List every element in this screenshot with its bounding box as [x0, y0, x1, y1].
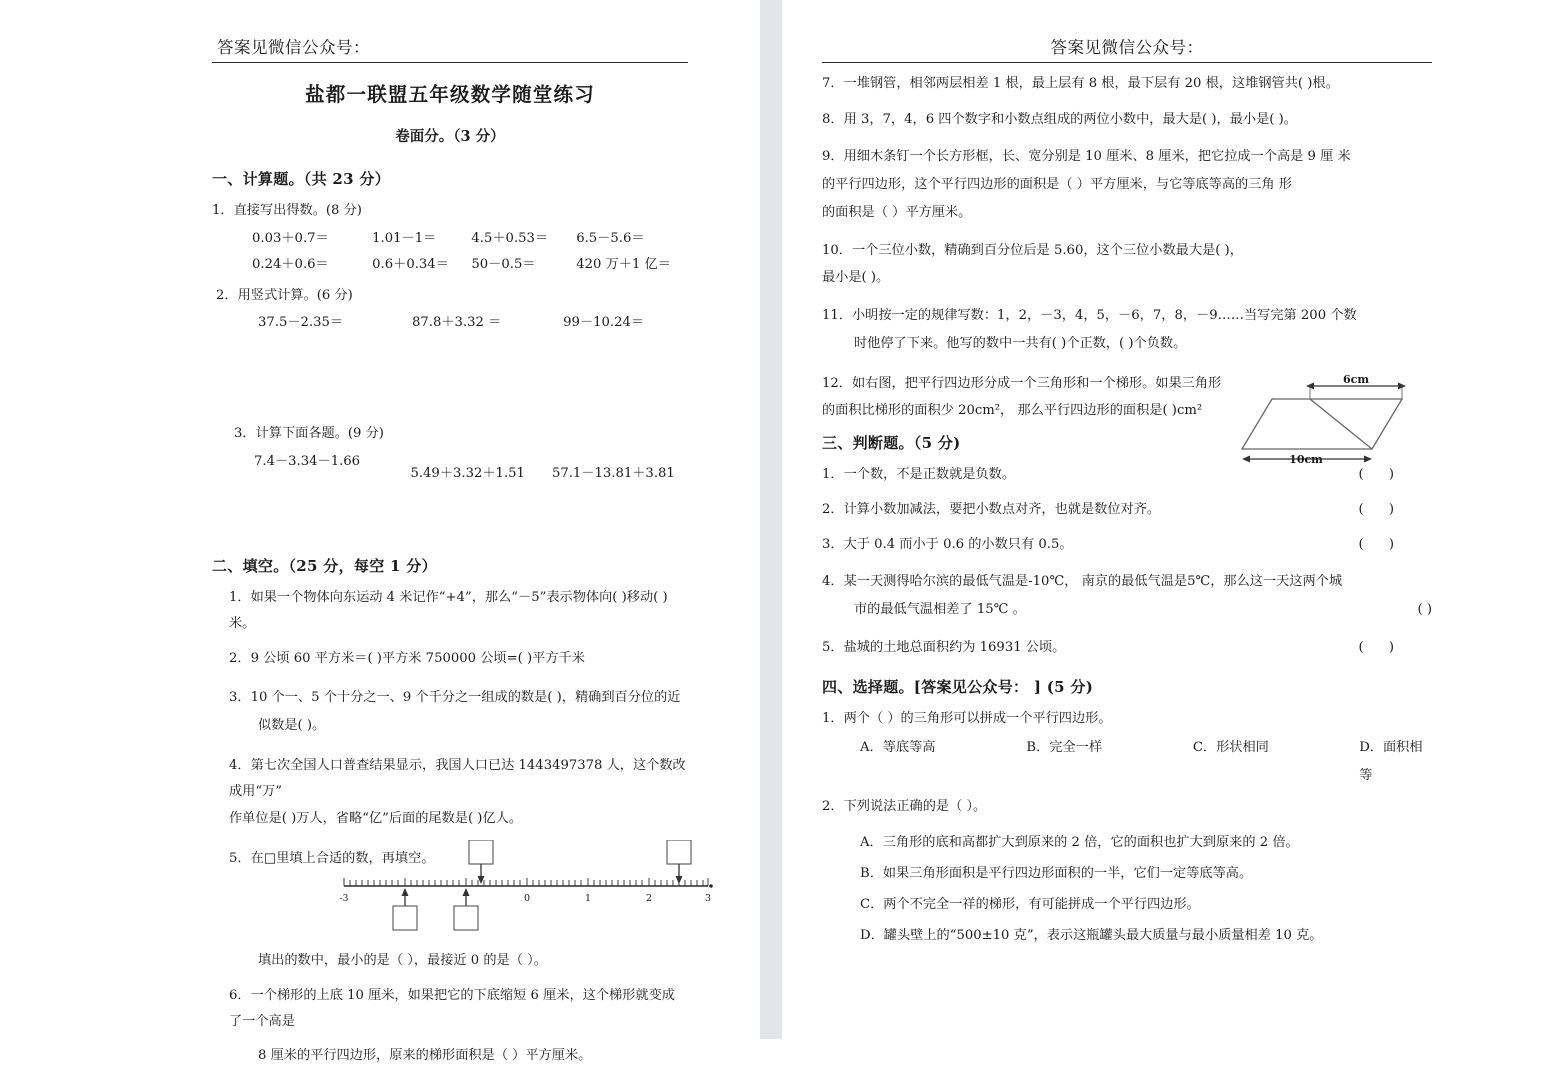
expr: 7.4－3.34－1.66	[254, 453, 361, 469]
item-text: 用细木条钉一个长方形框，长、宽分别是 10 厘米、8 厘米，把它拉成一个高是 9 厘 米	[843, 149, 1351, 165]
mc-item-1: 1．两个（ ）的三角形可以拼成一个平行四边形。	[822, 711, 1112, 727]
page-title: 盐都一联盟五年级数学随堂练习	[305, 83, 595, 106]
parallelogram-svg	[1232, 371, 1422, 471]
figure-top-label: 6cm	[1343, 372, 1369, 386]
choice-b[interactable]: B．完全一样	[1026, 740, 1103, 756]
tf-item-5	[822, 635, 1432, 661]
page-left	[0, 0, 760, 1063]
fill-item-11-line2: 时他停了下来。他写的数中一共有( )个正数，( )个负数。	[854, 335, 1187, 351]
tf-answer-paren[interactable]: ( )	[1358, 536, 1394, 552]
q1-row-2	[212, 252, 688, 278]
expr: 1.01－1＝	[372, 230, 437, 246]
tf-item-4	[822, 569, 1432, 595]
choice-d[interactable]: D．面积相等	[1359, 740, 1423, 783]
expr: 6.5－5.6＝	[576, 230, 645, 246]
fill-item-6-line2: 8 厘米的平行四边形，原来的梯形面积是（ ）平方厘米。	[258, 1047, 592, 1063]
q3-row	[212, 449, 688, 487]
q2-row	[212, 310, 688, 336]
tf-text: 1．一个数，不是正数就是负数。	[822, 467, 1016, 483]
answer-box-below-2	[454, 906, 478, 930]
fill-item-10-line2: 最小是( )。	[822, 270, 890, 286]
tf-text: 2．计算小数加减法，要把小数点对齐，也就是数位对齐。	[822, 501, 1161, 517]
fill-item-12	[822, 371, 1252, 397]
q5-followup: 填出的数中，最小的是（ ），最接近 0 的是（ ）。	[258, 952, 547, 968]
fill-item-10	[822, 238, 1432, 264]
wechat-note-left: 答案见微信公众号：	[217, 38, 370, 57]
item-text: 在□里填上合适的数，再填空。	[250, 850, 435, 866]
item-text: 用 3，7，4，6 四个数字和小数点组成的两位小数中，最大是( )，最小是( )。	[843, 111, 1297, 127]
expr: 420 万＋1 亿＝	[576, 257, 671, 273]
expr: 50－0.5＝	[471, 257, 536, 273]
fill-item-11	[822, 303, 1432, 329]
item-text: 9 公顷 60 平方米＝( )平方米 750000 公顷=( )平方千米	[250, 650, 585, 666]
fill-item-1	[212, 585, 688, 636]
fill-item-3	[212, 685, 688, 711]
item-number: 10．	[822, 242, 852, 258]
expr: 57.1－13.81＋3.81	[551, 465, 675, 481]
fill-item-8	[822, 107, 1432, 133]
item-text: 一个三位小数，精确到百分位后是 5.60，这个三位小数最大是( )，	[851, 242, 1243, 258]
fill-item-9	[822, 144, 1432, 170]
tf-answer-paren[interactable]: ( )	[1358, 501, 1394, 517]
mc-item-2-option-c[interactable]: C．两个不完全一祥的梯形，有可能拼成一个平行四边形。	[860, 897, 1200, 913]
expr: 0.24＋0.6＝	[252, 257, 329, 273]
mc-item-2: 2．下列说法正确的是（ ）。	[822, 798, 987, 814]
fill-item-7	[822, 71, 1432, 97]
item-text: 10 个一、5 个十分之一、9 个千分之一组成的数是( )，精确到百分位的近	[250, 690, 681, 706]
tf-item-4-line2	[822, 597, 1432, 623]
expr: 4.5＋0.53＝	[471, 230, 549, 246]
q1-row-1	[212, 226, 688, 252]
tick-label: 3	[704, 892, 712, 904]
page-divider	[760, 0, 782, 1039]
tf-answer-paren[interactable]: ( )	[1358, 639, 1394, 655]
expr: 5.49＋3.32＋1.51	[410, 465, 525, 481]
item-number: 9．	[822, 149, 844, 165]
q2-label: 2．用竖式计算。(6 分)	[216, 287, 353, 303]
q1-label: 1．直接写出得数。(8 分)	[212, 203, 362, 218]
item-number: 3．	[229, 690, 251, 706]
fill-item-2	[212, 646, 688, 672]
mc-item-2-option-b[interactable]: B．如果三角形面积是平行四边形面积的一半，它们一定等底等高。	[860, 866, 1253, 882]
item-number: 7．	[822, 76, 844, 91]
tf-answer-paren[interactable]: ( )	[1358, 467, 1394, 483]
item-number: 12．	[822, 375, 852, 391]
section-heading-2: 二、填空。（25 分，每空 1 分）	[212, 557, 437, 576]
q2-check-label-1	[212, 337, 786, 356]
mc-item-1-choices	[822, 734, 1432, 789]
answer-box-below-1	[393, 906, 417, 930]
item-number: 2．	[229, 650, 251, 666]
choice-a[interactable]: A．等底等高	[860, 740, 936, 756]
tick-label: 1	[584, 892, 592, 904]
figure-bottom-label: 10cm	[1289, 452, 1323, 466]
parallelogram-figure	[1232, 371, 1422, 475]
mc-item-2-option-a[interactable]: A．三角形的底和高都扩大到原来的 2 倍，它的面积也扩大到原来的 2 倍。	[860, 835, 1299, 851]
fill-item-4	[212, 753, 688, 804]
item-number: 4．	[822, 574, 844, 590]
item-number: 8．	[822, 111, 844, 127]
item-text: 第七次全国人口普查结果显示，我国人口已达 1443497378 人，这个数改成用“万”	[229, 757, 686, 799]
wechat-note-right: 答案见微信公众号：	[1050, 38, 1204, 57]
expr: 87.8＋3.32 ＝	[411, 315, 502, 331]
fill-item-6	[212, 983, 688, 1034]
item-number: 6．	[229, 988, 251, 1004]
expr: 37.5－2.35＝	[258, 315, 344, 331]
expr: 99－10.24＝	[563, 315, 645, 331]
tick-label: -3	[339, 893, 349, 904]
number-line-diagram	[212, 840, 712, 944]
item-number: 4．	[229, 757, 251, 773]
tick-label: 0	[523, 892, 531, 904]
tf-text: 某一天测得哈尔滨的最低气温是-10℃， 南京的最低气温是5℃，那么这一天这两个城	[843, 574, 1343, 590]
section-heading-3: 三、判断题。（5 分)	[822, 434, 961, 453]
fill-item-9-line2: 的平行四边形，这个平行四边形的面积是（ ）平方厘米，与它等底等高的三角 形	[822, 177, 1292, 193]
tf-item-2	[822, 497, 1432, 523]
fill-item-12-line2: 的面积比梯形的面积少 20cm²， 那么平行四边形的面积是( )cm²	[822, 403, 1203, 419]
section-heading-1: 一、计算题。（共 23 分）	[212, 170, 391, 188]
item-text: 一个梯形的上底 10 厘米，如果把它的下底缩短 6 厘米，这个梯形就变成了一个高是	[229, 988, 675, 1030]
q3-label: 3．计算下面各题。(9 分)	[234, 425, 384, 441]
mc-item-2-option-d[interactable]: D．罐头壁上的“500±10 克”，表示这瓶罐头最大质量与最小质量相差 10 克。	[860, 928, 1323, 944]
item-text: 小明按一定的规律写数：1，2，－3，4，5，－6，7，8，－9……当写完第 200 个数	[851, 308, 1357, 324]
header-rule-right	[822, 62, 1432, 63]
item-text: 如果一个物体向东运动 4 米记作“+4”，那么“－5”表示物体向( )移动( )米。	[229, 590, 668, 631]
section-heading-4: 四、选择题。[答案见公众号： ] (5 分)	[822, 678, 1094, 697]
item-number: 1．	[229, 590, 251, 606]
answer-box-above-2	[667, 840, 691, 864]
choice-c[interactable]: C．形状相同	[1192, 740, 1269, 756]
item-number: 11．	[822, 308, 852, 324]
tf-text: 3．大于 0.4 而小于 0.6 的小数只有 0.5。	[822, 536, 1073, 552]
item-text: 一堆钢管，相邻两层相差 1 根，最上层有 8 根，最下层有 20 根，这堆钢管共( )根。	[843, 76, 1339, 91]
expr: 0.6＋0.34＝	[372, 257, 449, 273]
number-line-svg	[312, 840, 732, 944]
answer-box-above-1	[469, 840, 493, 864]
fill-item-9-line3: 的面积是（ ）平方厘米。	[822, 204, 972, 220]
fill-item-3-line2: 似数是( )。	[258, 718, 326, 734]
item-number: 5．	[229, 850, 251, 866]
tf-text: 5．盐城的土地总面积约为 16931 公顷。	[822, 639, 1066, 655]
tf-item-3	[822, 532, 1432, 558]
subtitle-score: 卷面分。（3 分）	[395, 128, 505, 145]
tick-label: 2	[645, 892, 653, 904]
item-text: 如右图，把平行四边形分成一个三角形和一个梯形。如果三角形	[851, 375, 1222, 391]
q2-check-label-2	[212, 356, 786, 375]
fill-item-4-line2: 作单位是( )万人，省略“亿”后面的尾数是( )亿人。	[229, 811, 523, 827]
tf-answer-paren[interactable]: ( )	[1417, 602, 1432, 618]
page-right	[782, 0, 1542, 1039]
header-rule-left	[212, 62, 688, 63]
expr: 0.03＋0.7＝	[252, 230, 329, 246]
tf-text: 市的最低气温相差了 15℃ 。	[854, 602, 1026, 618]
